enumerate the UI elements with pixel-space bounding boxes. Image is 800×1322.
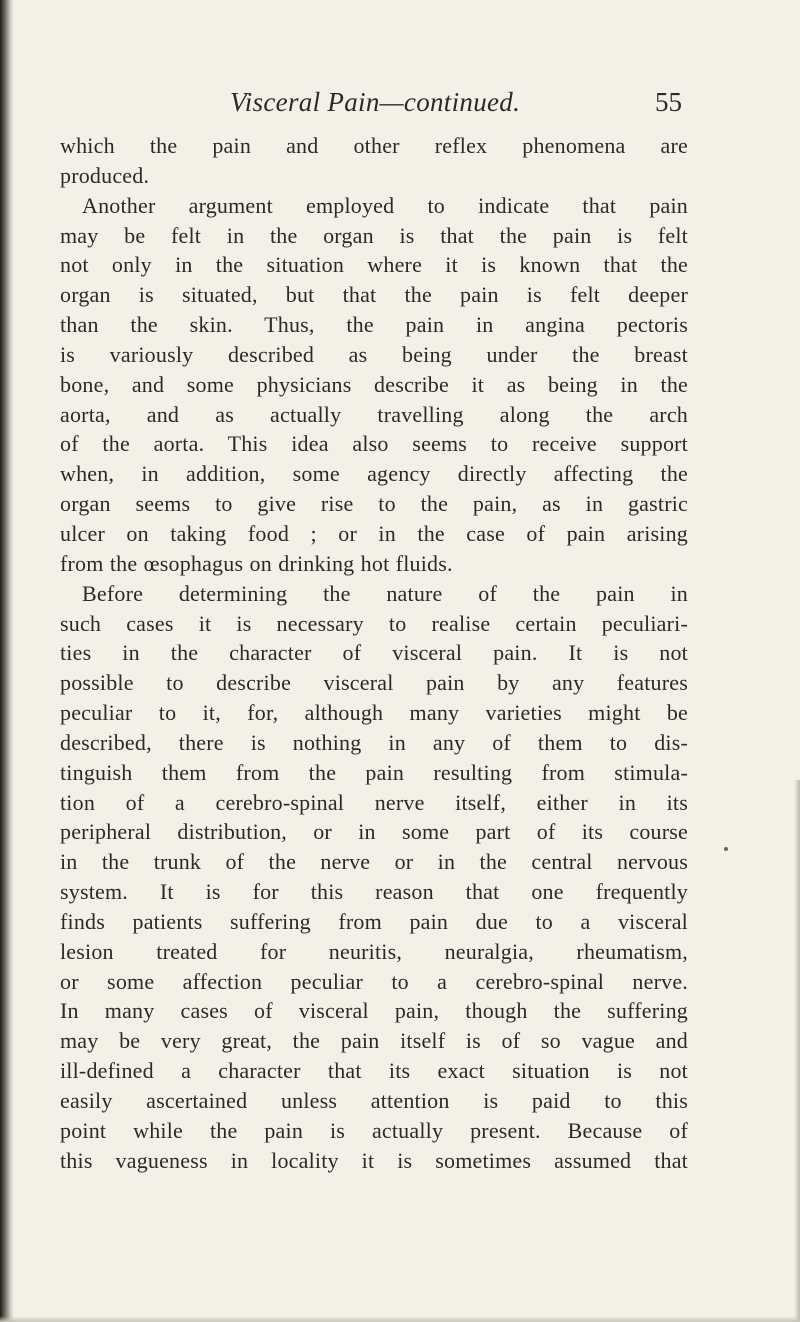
text-line: lesion treated for neuritis, neuralgia, rheumatism,	[60, 938, 688, 964]
text-line: when, in addition, some agency directly affecting the	[60, 461, 688, 487]
text-line: or some affection peculiar to a cerebro-spinal nerve.	[60, 968, 688, 994]
text-line: In many cases of visceral pain, though the suffering	[60, 998, 688, 1024]
text-line: not only in the situation where it is known that the	[60, 252, 688, 278]
text-line: organ seems to give rise to the pain, as in gastric	[60, 491, 688, 517]
text-line: may be very great, the pain itself is of so vague and	[60, 1028, 688, 1054]
text-line: which the pain and other reflex phenomena are	[60, 133, 688, 158]
text-line: organ is situated, but that the pain is felt deeper	[60, 282, 688, 308]
text-line: aorta, and as actually travelling along the arch	[60, 401, 688, 427]
text-line: this vagueness in locality it is sometimes assumed that	[60, 1147, 688, 1173]
text-line: of the aorta. This idea also seems to receive support	[60, 431, 688, 457]
page-number: 55	[655, 87, 682, 117]
text-line: point while the pain is actually present. Because of	[60, 1117, 688, 1143]
text-line: ill-defined a character that its exact situation is not	[60, 1058, 688, 1084]
text-line: tinguish them from the pain resulting from stimula-	[60, 759, 688, 785]
text-line: such cases it is necessary to realise certain peculiari-	[60, 610, 688, 636]
text-line: may be felt in the organ is that the pain is felt	[60, 222, 688, 248]
page-header	[230, 84, 682, 120]
text-line: than the skin. Thus, the pain in angina pectoris	[60, 312, 688, 338]
text-line: peculiar to it, for, although many varieties might be	[60, 700, 688, 726]
text-line: described, there is nothing in any of them to dis-	[60, 729, 688, 755]
page-edge-shadow	[794, 780, 800, 1322]
text-line: finds patients suffering from pain due to a visceral	[60, 908, 688, 934]
text-line: system. It is for this reason that one frequently	[60, 879, 688, 905]
binding-gutter-shadow	[0, 0, 14, 1322]
paragraph-start-line: Before determining the nature of the pain in	[82, 580, 688, 606]
paragraph-start-line: Another argument employed to indicate that pain	[82, 192, 688, 218]
text-line: possible to describe visceral pain by any features	[60, 670, 688, 696]
text-line: ulcer on taking food ; or in the case of pain arising	[60, 520, 688, 546]
text-line: ties in the character of visceral pain. It is not	[60, 640, 688, 666]
page-bottom-edge	[0, 1316, 800, 1322]
text-line: peripheral distribution, or in some part of its course	[60, 819, 688, 845]
text-line: from the œsophagus on drinking hot fluids.	[60, 550, 453, 576]
text-line: easily ascertained unless attention is paid to this	[60, 1088, 688, 1113]
text-line: tion of a cerebro-spinal nerve itself, either in its	[60, 789, 688, 815]
body-text	[60, 131, 688, 1176]
text-line: is variously described as being under the breast	[60, 341, 688, 367]
margin-mark	[724, 847, 728, 851]
running-head: Visceral Pain—continued.	[230, 87, 521, 117]
text-line: produced.	[60, 162, 150, 188]
text-line: in the trunk of the nerve or in the central nervous	[60, 849, 688, 875]
text-line: bone, and some physicians describe it as being in the	[60, 371, 688, 397]
